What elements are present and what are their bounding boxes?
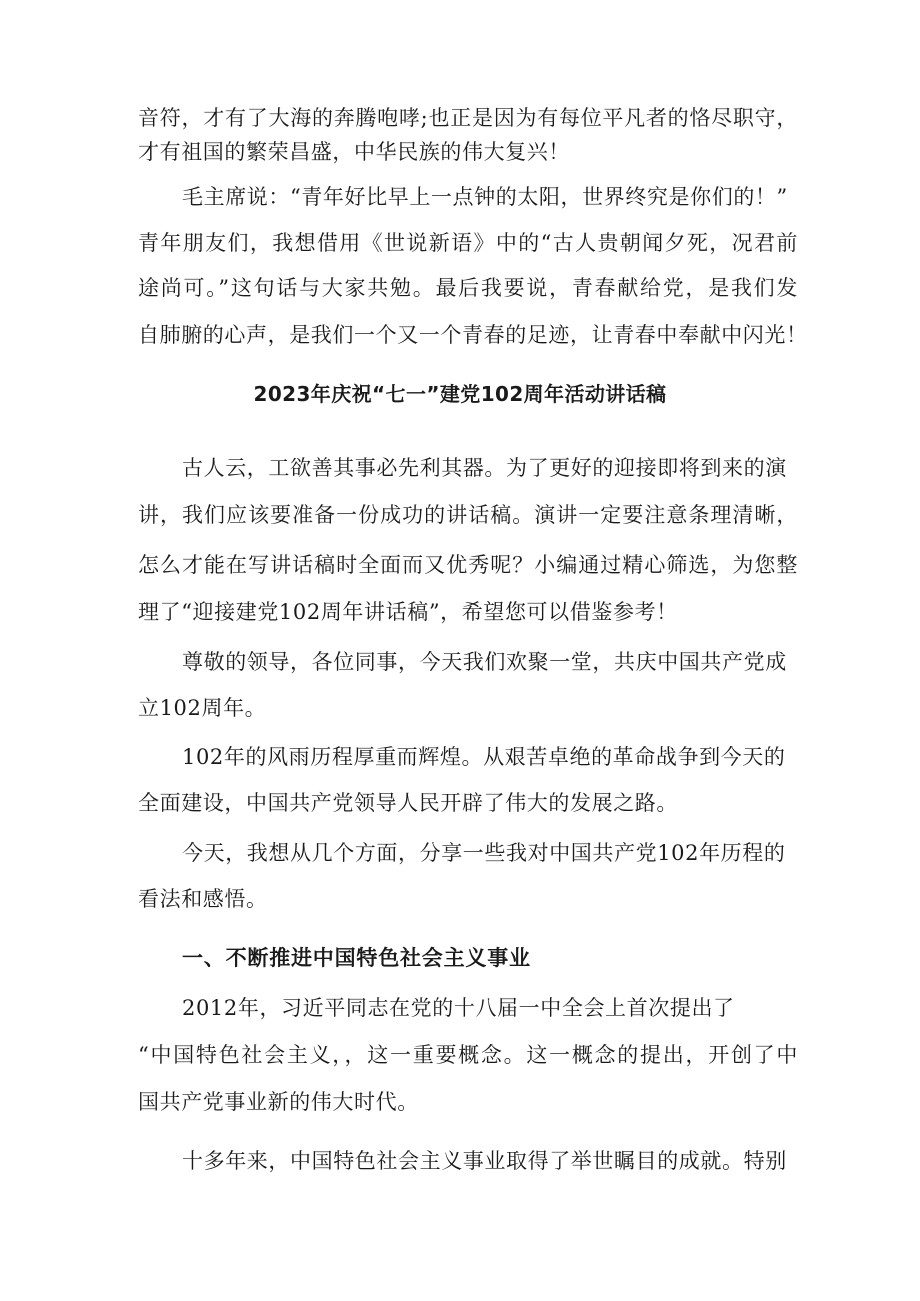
paragraph-line: 国共产党事业新的伟大时代。	[138, 1090, 419, 1114]
paragraph-line: 毛主席说：“青年好比早上一点钟的太阳，世界终究是你们的！”	[182, 185, 788, 209]
paragraph-line: 立102周年。	[138, 696, 267, 720]
paragraph-line: 青年朋友们，我想借用《世说新语》中的“古人贵朝闻夕死，况君前	[138, 231, 798, 255]
paragraph-line: “中国特色社会主义，，这一重要概念。这一概念的提出，开创了中	[138, 1043, 798, 1067]
paragraph-line: 2012年，习近平同志在党的十八届一中全会上首次提出了	[182, 996, 735, 1020]
paragraph-line: 今天，我想从几个方面，分享一些我对中国共产党102年历程的	[182, 841, 786, 865]
section-heading: 一、不断推进中国特色社会主义事业	[182, 945, 531, 970]
paragraph-line: 才有祖国的繁荣昌盛，中华民族的伟大复兴！	[138, 140, 570, 164]
paragraph-line: 讲，我们应该要准备一份成功的讲话稿。演讲一定要注意条理清晰，	[138, 503, 798, 527]
paragraph-line: 途尚可。”这句话与大家共勉。最后我要说，青春献给党，是我们发	[138, 276, 798, 300]
paragraph-line: 102年的风雨历程厚重而辉煌。从艰苦卓绝的革命战争到今天的	[182, 745, 786, 769]
paragraph-line: 古人云，工欲善其事必先利其器。为了更好的迎接即将到来的演	[182, 456, 787, 480]
paragraph-line: 音符，才有了大海的奔腾咆哮;也正是因为有每位平凡者的恪尽职守，	[138, 106, 798, 130]
paragraph-line: 看法和感悟。	[138, 887, 268, 911]
paragraph-line: 自肺腑的心声，是我们一个又一个青春的足迹，让青春中奉献中闪光！	[138, 323, 808, 347]
paragraph-line: 尊敬的领导，各位同事，今天我们欢聚一堂，共庆中国共产党成	[182, 650, 787, 674]
paragraph-line: 全面建设，中国共产党领导人民开辟了伟大的发展之路。	[138, 791, 678, 815]
paragraph-line: 怎么才能在写讲话稿时全面而又优秀呢？小编通过精心筛选，为您整	[138, 553, 798, 577]
paragraph-line: 理了“迎接建党102周年讲话稿”，希望您可以借鉴参考！	[138, 600, 678, 624]
document-title: 2023年庆祝“七一”建党102周年活动讲话稿	[253, 382, 667, 406]
paragraph-line: 十多年来，中国特色社会主义事业取得了举世瞩目的成就。特别	[182, 1149, 787, 1173]
